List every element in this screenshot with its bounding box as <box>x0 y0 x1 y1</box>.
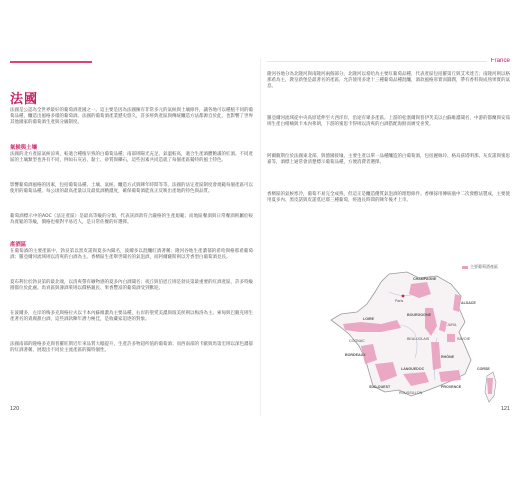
label-savoie: SAVOIE <box>457 337 471 341</box>
right-page <box>267 58 510 416</box>
region-provence <box>439 370 461 382</box>
champagne-paragraph: 香檳區的氣候寒冷，葡萄不易完全成熟，但這正是釀造優質氣泡酒的理想條件。香檳採用傳統瓶中二次發酵法製成，主要使用夏多內、黑皮諾與皮諾莫尼耶三種葡萄，經過長時間的陳年後才上市。 <box>267 192 510 204</box>
france-wine-map <box>319 268 509 408</box>
running-header <box>267 58 510 68</box>
region-savoie <box>447 334 455 342</box>
book-spread <box>10 58 510 416</box>
left-page <box>10 58 253 416</box>
label-roussillon: ROUSSILLON <box>399 391 423 395</box>
label-languedoc: LANGUEDOC <box>401 367 425 371</box>
burgundy-paragraph: 夏布利位於勃艮第的最北端，以清爽帶有礦物感的夏多內白酒聞名；夜丘與伯恩丘則是勃艮第最重要的紅酒產區，許多特級園都位於此處。馬貢區與薄酒萊則以價格親民、果香豐富的葡萄酒受到歡迎。 <box>10 280 253 292</box>
label-cognac: COGNAC <box>349 339 365 343</box>
left-page-number: 120 <box>10 406 20 412</box>
label-rhone: RHÔNE <box>441 355 454 359</box>
label-champagne: CHAMPAGNE <box>413 277 437 281</box>
loire-paragraph: 羅亞爾河流域從中央高原延伸至大西洋岸，沿途有眾多產區。上游的松塞爾與普伊芙美以白蘇維濃聞名，中游的都蘭與安茹則生產白梢楠與卡本內弗朗，下游的蜜思卡得則以清爽的白酒搭配海鮮而廣受喜愛。 <box>267 116 510 128</box>
climate-paragraph: 法國的北方產區氣候涼爽，較適合種植早熟的白葡萄品種；南部則陽光充足、氣溫較高，適合生產酒體飽滿的紅酒。不同產區的土壤類型也各有不同，例如石灰岩、黏土、砂質與礫石，這些因素共同造就了每個產區獨特的風土特色。 <box>10 152 253 164</box>
label-loire: LOIRE <box>363 317 374 321</box>
label-sud-ouest: SUD-OUEST <box>369 385 391 389</box>
bordeaux-paragraph: 在波爾多，左岸的梅多克與格拉夫以卡本內蘇維濃為主要品種，右岸的聖愛美濃與玻美侯則以梅洛為主。索甸與巴薩克則生產著名的貴腐甜白酒，這些酒款陳年潛力極佳，是收藏家追逐的對象。 <box>10 311 253 323</box>
section-heading-regions: 產酒區 <box>10 242 27 248</box>
rhone-paragraph: 隆河谷地分為北隆河與南隆河兩個部分。北隆河以希哈為主要紅葡萄品種，代表產區包括羅第丘與艾米達吉；南隆河則以格那希為主，教皇新堡是最著名的產區，允許使用多達十三種葡萄品種混釀，酒款風格厚實而圓潤，帶有香料與成熟果實的氣息。 <box>267 72 510 90</box>
intro-paragraph: 法國是公認為全世界最好的葡萄酒產國之一。這主要是因為法國擁有非常多元的氣候與土壤條件，讓各地可以種植不同的葡萄品種，釀造出風格多樣的葡萄酒。法國的葡萄酒產業歷史悠久，許多經典產區與傳統釀造方法都源自於此，也影響了世界其他國家的葡萄酒生產與分級制度。 <box>10 108 253 126</box>
paris-marker <box>402 295 405 298</box>
right-page-number: 121 <box>500 406 510 412</box>
region-corse <box>487 378 493 394</box>
label-bordeaux: BORDEAUX <box>345 353 366 357</box>
regions-paragraph: 在葡萄酒的主要產區中，勃艮第以黑皮諾與夏多內聞名，波爾多以混釀紅酒著稱；隆河谷地生產濃郁的希哈與格那希葡萄酒；羅亞爾河流域則以清爽的白酒為主。香檳區生產舉世聞名的氣泡酒，而阿爾薩斯則以芳香型白葡萄酒見長。 <box>10 249 253 261</box>
page-title: 法國 <box>10 92 39 107</box>
south-paragraph: 法國南部的隆格多克與普羅旺斯近年來品質大幅提升，生產許多物超所值的葡萄酒；而西南部的卡歐與馬第宏則以深色濃郁的紅酒著稱，展現出不同於主流產區的獨特個性。 <box>10 342 253 354</box>
section-heading-climate: 氣候與土壤 <box>10 145 37 151</box>
label-alsace: ALSACE <box>461 301 476 305</box>
france-map-svg <box>319 268 509 408</box>
legend-label: 主要葡萄酒產區 <box>470 264 498 269</box>
running-header-label: France <box>487 58 510 64</box>
label-beaujolais: BEAUJOLAIS <box>407 337 430 341</box>
label-jura: JURA <box>447 323 457 327</box>
label-paris: Paris <box>395 299 404 303</box>
label-bourgogne: BOURGOGNE <box>407 313 431 317</box>
label-corse: CORSE <box>477 367 490 371</box>
classification-paragraph: 葡萄酒標示中的AOC（法定產區）是最高等級的分類，代表該酒款符合嚴格的生產規範；而地區餐酒與日常餐酒則屬於較為寬鬆的等級，價格也相對平易近人，是日常佐餐的好選擇。 <box>10 214 253 226</box>
alsace-paragraph: 阿爾薩斯位於法國東北部，與德國接壤，主要生產以單一品種釀造的白葡萄酒，包括麗絲玲、格烏茲塔明那、灰皮諾與蜜思嘉等，酒標上通常會清楚標示葡萄品種，方便消費者選擇。 <box>267 154 510 166</box>
header-accent-bar <box>10 61 92 63</box>
label-provence: PROVENCE <box>441 385 462 389</box>
book-gutter <box>260 58 261 416</box>
header-rule <box>267 61 510 62</box>
factors-paragraph: 影響葡萄酒風格的因素，包括葡萄品種、土壤、氣候、釀造方式與陳年時間等等。法國的法定產區制度會規範每個產區可以使用的葡萄品種、每公頃的最高產量以及最低酒精濃度，確保葡萄酒能真正反映出產地的特色與品質。 <box>10 183 253 195</box>
